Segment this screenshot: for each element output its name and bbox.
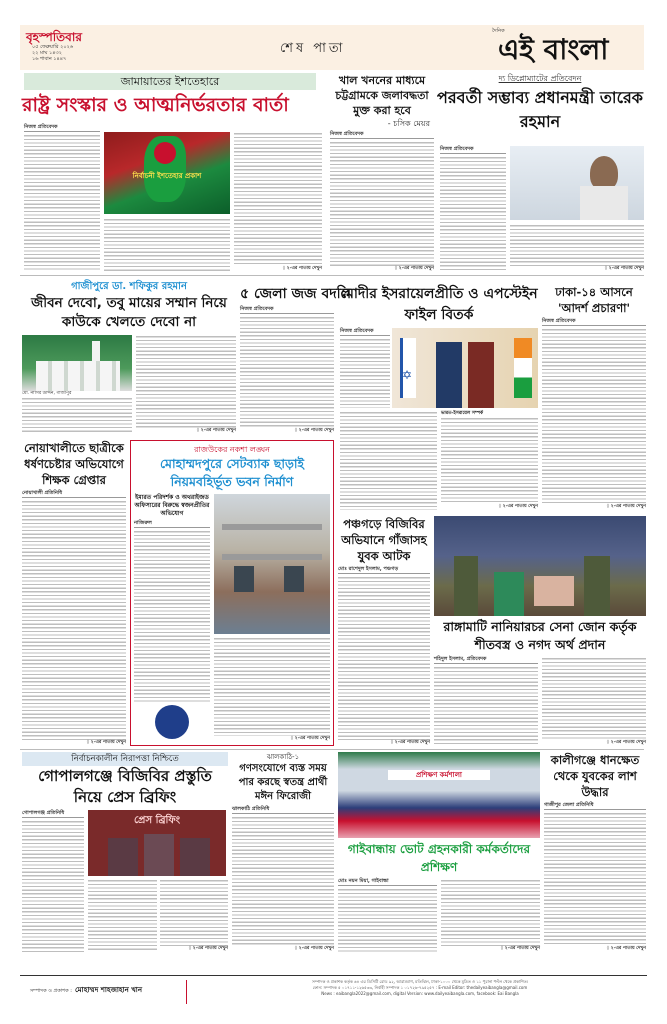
jamaat-headline: রাষ্ট্র সংস্কার ও আত্মনির্ভরতার বার্তা [22, 94, 289, 116]
kaliganj-more[interactable]: ◊ ২-এর পাতায় দেখুন [606, 946, 646, 951]
rajuk-body [134, 530, 210, 702]
gazipur-body-2 [22, 397, 132, 434]
tarique-body-3 [510, 224, 644, 266]
gazipur-byline: মো. নাসির উদ্দিন, গাজীপুর [22, 391, 72, 396]
rajuk-photo [214, 494, 330, 634]
kaliganj-byline: গাজীপুর জেলা প্রতিনিধি [544, 802, 646, 810]
ctg-body [330, 141, 434, 266]
ctg-headline: খাল খননের মাধ্যমে চট্টগ্রামকে জলাবদ্ধতা মুক্ত করা হবে [335, 74, 429, 117]
tarique-more[interactable]: ◊ ২-এর পাতায় দেখুন [604, 266, 644, 271]
editor-name: মোহাম্মদ শাহজাহান খান [74, 986, 142, 994]
footer-imprint [192, 979, 648, 997]
logo-text: এই বাংলা [498, 33, 609, 66]
modi-subhead: ভারত-ইসরায়েল সম্পর্ক [441, 411, 484, 416]
gopalganj-more[interactable]: ◊ ২-এর পাতায় দেখুন [188, 946, 228, 951]
web-line: News : eaibangla2022@gmail.com, digital Version: www.dailyeaibangla.com, facebook: Eai Bangla [321, 991, 519, 996]
noakhali-more[interactable]: ◊ ২-এর পাতায় দেখুন [86, 740, 126, 745]
jamaat-body [24, 134, 100, 272]
gaibandha-body-2 [441, 879, 540, 946]
gopalganj-photo-caption: প্রেস ব্রিফিং [133, 815, 181, 826]
modi-body-2 [340, 411, 437, 510]
gazipur-body [136, 335, 236, 428]
tarique-kicker: দ্য ডিপ্লোম্যাটের প্রতিবেদন [498, 74, 582, 83]
rangamati-body-2 [542, 657, 646, 740]
tarique-headline: পরবর্তী সম্ভাব্য প্রধানমন্ত্রী তারেক রহমান [436, 88, 643, 131]
footer-divider [186, 980, 187, 1004]
modi-body-3 [441, 417, 538, 504]
rangamati-headline: রাঙ্গামাটি নানিয়ারচর সেনা জোন কর্তৃক শীতবস্ত্র ও নগদ অর্থ প্রদান [443, 619, 637, 652]
modi-photo [392, 328, 538, 408]
judges-byline: নিজস্ব প্রতিবেদক [240, 306, 334, 314]
logo-daily: দৈনিক [492, 28, 505, 34]
imprint-line: সম্পাদক ও প্রকাশক কর্তৃক ৬৪ এর ডিসিটি রোড ৯২, আরামবাগ, মতিঝিল, ঢাকা-১০০০ থেকে মুদ্রিত ও ১১ পুরানা পল্টন থেকে প্রকাশিত। [311, 979, 529, 984]
gazipur-photo [22, 335, 132, 391]
gazipur-headline: জীবন দেবো, তবু মায়ের সম্মান নিয়ে কাউকে খেলতে দেবো না [31, 295, 227, 330]
gaibandha-photo [338, 752, 540, 838]
rangamati-photo [434, 516, 646, 616]
star-of-david-icon: ✡ [402, 368, 413, 382]
gopalganj-body-2 [88, 879, 157, 952]
tarique-byline: নিজস্ব প্রতিবেদক [440, 146, 506, 154]
editor-label: সম্পাদক ও প্রকাশক : [30, 988, 72, 994]
jamaat-photo [104, 132, 230, 214]
jamaat-byline: নিজস্ব প্রতিবেদক [24, 124, 100, 132]
date-bengali: ২২ মাঘ ১৪৩২ [32, 50, 62, 56]
dhaka14-more[interactable]: ◊ ২-এর পাতায় দেখুন [606, 504, 646, 509]
gazipur-more[interactable]: ◊ ২-এর পাতায় দেখুন [196, 428, 236, 433]
rajuk-body-2 [214, 637, 330, 736]
tarique-photo [510, 146, 644, 220]
rajuk-subhead: ইমারত পরিদর্শক ও অথরাইজড অফিসারের বিরুদ্ধে স্বজনপ্রীতির অভিযোগ [134, 494, 210, 517]
rajuk-byline: নাজিরুল [134, 520, 210, 528]
divider-2 [20, 749, 644, 750]
noakhali-body [22, 500, 126, 740]
jamaat-photo-caption: নির্বাচনী ইশতেহার প্রকাশ [132, 172, 202, 180]
ctg-more[interactable]: ◊ ২-এর পাতায় দেখুন [394, 266, 434, 271]
rangamati-more[interactable]: ◊ ২-এর পাতায় দেখুন [606, 740, 646, 745]
dates [32, 44, 73, 62]
rangamati-byline: শহিদুল ইসলাম, প্রতিবেদক [434, 656, 538, 664]
dhaka14-body [542, 328, 646, 504]
divider [20, 275, 644, 276]
dhaka14-byline: নিজস্ব প্রতিবেদক [542, 318, 646, 326]
editor-block [30, 984, 180, 996]
newspaper-logo [498, 33, 608, 67]
rajuk-headline: মোহাম্মদপুরে সেটব্যাক ছাড়াই নিয়মবহির্ভূত ভবন নির্মাণ [159, 456, 305, 489]
ctg-byline: নিজস্ব প্রতিবেদক [330, 131, 434, 139]
jhalokathi-headline: গণসংযোগে ব্যস্ত সময় পার করছে স্বতন্ত্র প্রার্থী মঈন ফিরোজী [238, 763, 328, 802]
panchagarh-body [338, 576, 430, 740]
date-hijri: ১৬ শাবান ১৪৪৭ [32, 56, 67, 62]
noakhali-headline: নোয়াখালীতে ছাত্রীকে ধর্ষণচেষ্টার অভিযোগে শিক্ষক গ্রেপ্তার [24, 441, 124, 487]
rajuk-kicker: রাজউকের নকশা লঙ্ঘন [194, 445, 270, 454]
section-title: শেষ পাতা [280, 41, 346, 56]
rangamati-body [434, 666, 538, 746]
jhalokathi-more[interactable]: ◊ ২-এর পাতায় দেখুন [294, 946, 334, 951]
jamaat-kicker: জামায়াতের ইশতেহারে [24, 73, 316, 90]
gopalganj-body [22, 820, 84, 952]
noakhali-byline: নোয়াখালী প্রতিনিধি [22, 490, 126, 498]
date-gregorian: ০৫ ফেব্রুয়ারি ২০২৬ [32, 44, 74, 50]
panchagarh-more[interactable]: ◊ ২-এর পাতায় দেখুন [390, 740, 430, 745]
gaibandha-photo-caption: প্রশিক্ষণ কর্মশালা [388, 770, 490, 780]
gaibandha-headline: গাইবান্ধায় ভোট গ্রহনকারী কর্মকর্তাদের প্রশিক্ষণ [347, 842, 531, 874]
jamaat-body-2 [104, 218, 230, 272]
weekday: বৃহস্পতিবার [26, 30, 82, 44]
gopalganj-photo [88, 810, 226, 876]
phone-line: ফোন: সম্পাদক ৫ ০১৭১১-১২৬৫৩৩, নির্বাহী সম্পাদক ১ ০১৭২৬-৭৯৫২৫৭ : E-mail Editor: thedailyeaibangla@gmail.com [312, 985, 528, 990]
judges-more[interactable]: ◊ ২-এর পাতায় দেখুন [294, 428, 334, 433]
jhalokathi-byline: ঝালকাঠি প্রতিনিধি [232, 806, 334, 814]
jhalokathi-body [232, 816, 334, 946]
tarique-body [440, 156, 506, 272]
jhalokathi-kicker: ঝালকাঠি-১ [266, 753, 300, 761]
jamaat-body-3 [234, 132, 322, 266]
judges-headline: ৫ জেলা জজ বদলি [240, 286, 352, 302]
gopalganj-kicker: নির্বাচনকালীন নিরাপত্তা নিশ্চিতে [22, 752, 228, 766]
gaibandha-body [338, 888, 437, 952]
kaliganj-headline: কালীগঞ্জে ধানক্ষেত থেকে যুবকের লাশ উদ্ধার [550, 753, 640, 799]
panchagarh-byline: মোঃ রাশেদুল ইসলাম, পঞ্চগড় [338, 566, 430, 574]
modi-more[interactable]: ◊ ২-এর পাতায় দেখুন [498, 504, 538, 509]
gopalganj-headline: গোপালগঞ্জে বিজিবির প্রস্তুতি নিয়ে প্রেস ব্রিফিং [38, 767, 212, 806]
rajuk-more[interactable]: ◊ ২-এর পাতায় দেখুন [290, 736, 330, 741]
modi-body [340, 338, 390, 408]
gazipur-kicker: গাজীপুরে ডা. শফিকুর রহমান [71, 281, 187, 292]
gopalganj-byline: গোপালগঞ্জ প্রতিনিধি [22, 810, 84, 818]
gaibandha-more[interactable]: ◊ ২-এর পাতায় দেখুন [500, 946, 540, 951]
rajuk-emblem [155, 705, 189, 739]
jamaat-more[interactable]: ◊ ২-এর পাতায় দেখুন [282, 266, 322, 271]
masthead [20, 25, 644, 70]
kaliganj-body [544, 812, 646, 946]
footer-rule [20, 975, 647, 976]
modi-byline: নিজস্ব প্রতিবেদক [340, 328, 390, 336]
ctg-attribution: - চসিক মেয়র [387, 119, 430, 128]
gaibandha-byline: মোঃ নয়ন মিয়া, গাইবান্ধা [338, 878, 437, 886]
judges-body [240, 316, 334, 428]
panchagarh-headline: পঞ্চগড়ে বিজিবির অভিযানে গাঁজাসহ যুবক আটক [341, 517, 427, 563]
gopalganj-body-3 [160, 879, 229, 946]
dhaka14-headline: ঢাকা-১৪ আসনে 'আদর্শ প্রচারণা' [555, 285, 633, 315]
modi-headline: মোদীর ইসরায়েলপ্রীতি ও এপস্টেইন ফাইল বিতর্ক [340, 286, 538, 323]
